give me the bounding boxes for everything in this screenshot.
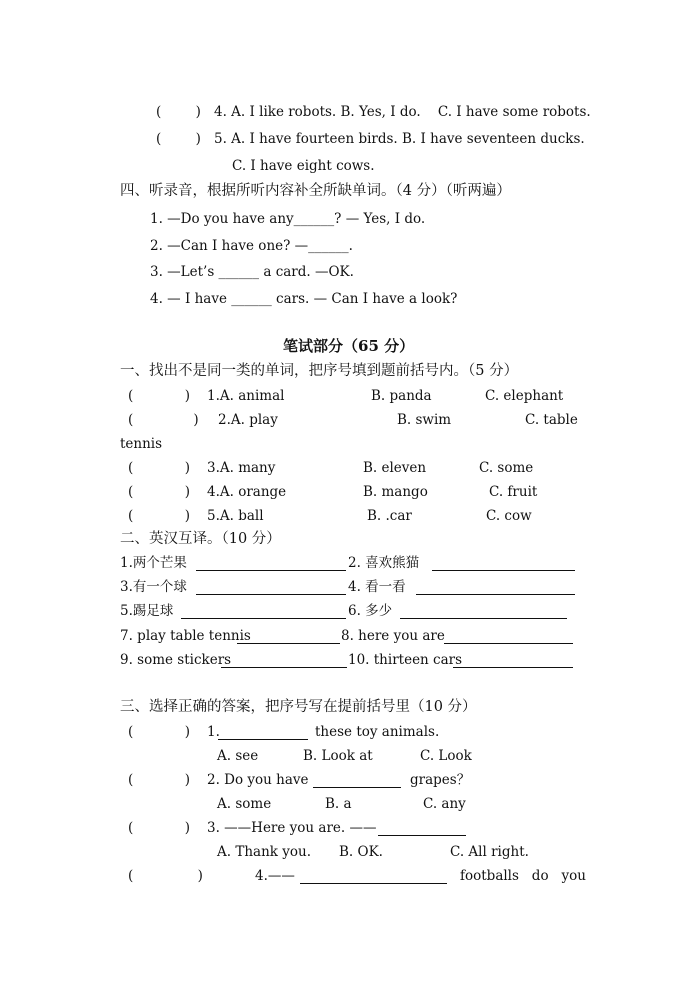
translate-item: 7. play table tennis: [120, 628, 251, 644]
section-heading: 三、选择正确的答案，把序号写在提前括号里（10 分）: [120, 699, 477, 715]
answer-blank[interactable]: [181, 604, 346, 619]
option-a: 1.A. animal: [207, 388, 285, 404]
question-text: grapes？: [410, 772, 471, 788]
question-text: 2. Do you have: [207, 772, 309, 788]
option-c: C. elephant: [485, 388, 564, 404]
bracket: ( ): [156, 104, 201, 120]
answer-blank[interactable]: [313, 773, 401, 788]
option-c: C. Look: [420, 748, 472, 764]
option-b: B. panda: [371, 388, 432, 404]
option-b: B. .car: [367, 508, 412, 524]
answer-blank[interactable]: [237, 629, 340, 644]
question-text: 4.——: [255, 868, 295, 884]
answer-blank[interactable]: [221, 653, 347, 668]
option-a: A. see: [217, 748, 259, 764]
option-c: C. some: [479, 460, 534, 476]
translate-item: 9. some stickers: [120, 652, 232, 668]
bracket: ( ): [128, 868, 203, 884]
bracket: ( ): [128, 724, 191, 740]
translate-item: 6. 多少: [348, 603, 393, 619]
answer-blank[interactable]: [432, 556, 575, 571]
bracket: ( ): [128, 460, 191, 476]
bracket: ( ): [128, 772, 191, 788]
option-a: A. Thank you.: [217, 844, 311, 860]
option-c: C. fruit: [489, 484, 538, 500]
answer-blank[interactable]: [196, 556, 346, 571]
wrapped-text: tennis: [120, 436, 163, 452]
bracket: ( ): [128, 388, 191, 404]
answer-blank[interactable]: [416, 580, 575, 595]
option-b: B. swim: [397, 412, 452, 428]
option-c: C. any: [423, 796, 466, 812]
section-heading: 二、英汉互译。（10 分）: [120, 531, 281, 547]
answer-blank[interactable]: [218, 725, 308, 740]
question-text: 1.: [207, 724, 220, 740]
fill-item: 2. —Can I have one? —______.: [150, 238, 353, 254]
bracket: ( ): [128, 412, 199, 428]
part-title: 笔试部分（65 分）: [283, 337, 415, 355]
answer-blank[interactable]: [300, 869, 447, 884]
option-a: 4.A. orange: [207, 484, 287, 500]
fill-item: 1. —Do you have any______? — Yes, I do.: [150, 211, 426, 227]
option-b: B. eleven: [363, 460, 427, 476]
bracket: ( ): [128, 508, 191, 524]
option-a: 5.A. ball: [207, 508, 264, 524]
bracket: ( ): [156, 131, 201, 147]
option-c: C. cow: [486, 508, 532, 524]
translate-item: 10. thirteen cars: [348, 652, 463, 668]
answer-blank[interactable]: [400, 604, 567, 619]
question-text: 5. A. I have fourteen birds. B. I have seventeen ducks.: [214, 131, 585, 147]
translate-item: 5.踢足球: [120, 603, 174, 619]
translate-item: 8. here you are: [341, 628, 445, 644]
option-a: 3.A. many: [207, 460, 276, 476]
bracket: ( ): [128, 484, 191, 500]
bracket: ( ): [128, 820, 191, 836]
translate-item: 2. 喜欢熊猫: [348, 555, 420, 571]
option-a: A. some: [217, 796, 272, 812]
fill-item: 4. — I have ______ cars. — Can I have a look?: [150, 291, 458, 307]
section-heading: 四、听录音，根据所听内容补全所缺单词。（4 分）（听两遍）: [120, 183, 511, 199]
option-b: B. a: [325, 796, 352, 812]
question-text: 4. A. I like robots. B. Yes, I do. C. I have some robots.: [214, 104, 591, 120]
option-b: B. OK.: [339, 844, 383, 860]
option-c: C. All right.: [450, 844, 529, 860]
question-text: C. I have eight cows.: [232, 158, 375, 174]
section-heading: 一、找出不是同一类的单词，把序号填到题前括号内。（5 分）: [120, 363, 519, 379]
question-text: these toy animals.: [315, 724, 440, 740]
answer-blank[interactable]: [444, 629, 573, 644]
answer-blank[interactable]: [378, 821, 466, 836]
answer-blank[interactable]: [196, 580, 346, 595]
translate-item: 4. 看一看: [348, 579, 406, 595]
fill-item: 3. —Let’s ______ a card. —OK.: [150, 264, 354, 280]
translate-item: 3.有一个球: [120, 579, 187, 595]
option-b: B. Look at: [303, 748, 373, 764]
question-text: 3. ——Here you are. ——: [207, 820, 377, 836]
translate-item: 1.两个芒果: [120, 555, 187, 571]
answer-blank[interactable]: [453, 653, 573, 668]
option-b: B. mango: [363, 484, 428, 500]
option-a: 2.A. play: [218, 412, 278, 428]
question-text: footballs do you: [460, 868, 586, 884]
option-c: C. table: [525, 412, 578, 428]
